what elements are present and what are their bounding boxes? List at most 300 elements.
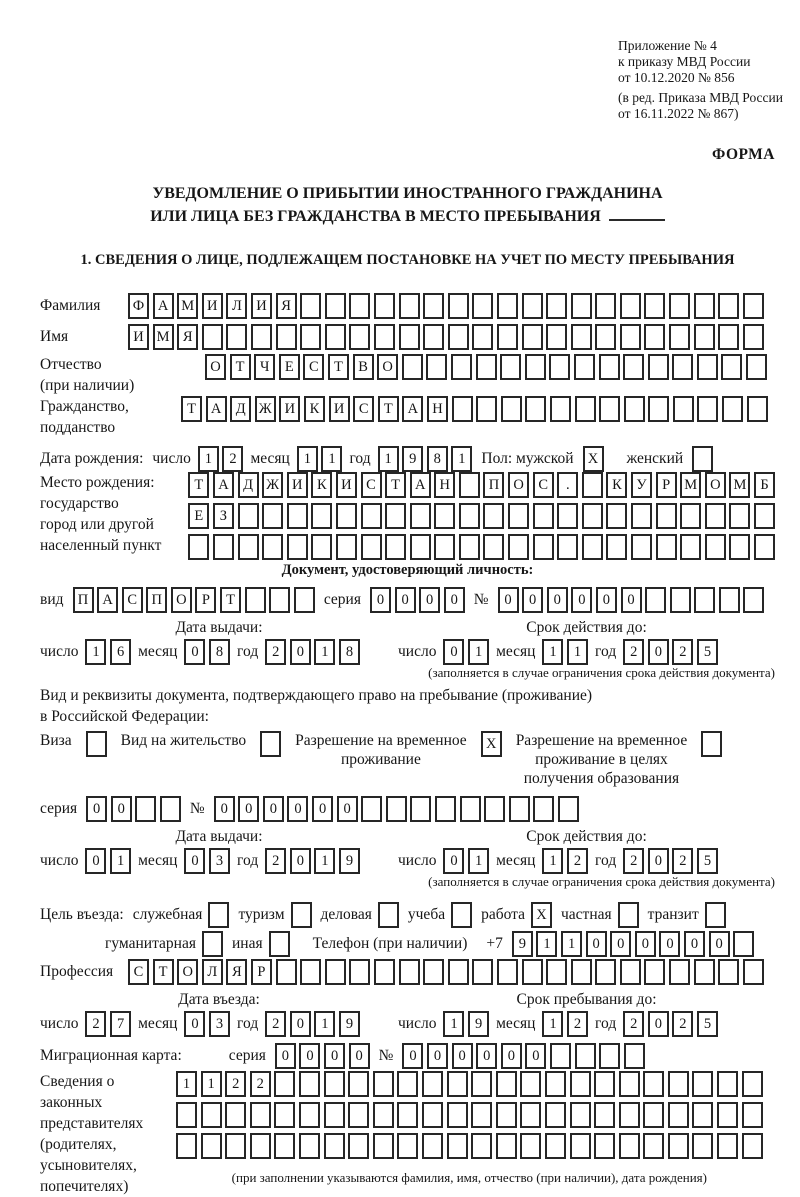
cell[interactable] xyxy=(397,1133,418,1159)
cell[interactable]: 0 xyxy=(290,639,311,665)
cell[interactable] xyxy=(325,293,346,319)
cell[interactable]: Ж xyxy=(262,472,283,498)
female-checkbox[interactable] xyxy=(692,446,713,472)
cell[interactable] xyxy=(680,503,701,529)
cell[interactable] xyxy=(423,293,444,319)
cell[interactable] xyxy=(299,1071,320,1097)
cell[interactable]: 2 xyxy=(567,1011,588,1037)
cell[interactable] xyxy=(694,959,715,985)
cell[interactable]: М xyxy=(153,324,174,350)
purpose-official-checkbox[interactable] xyxy=(208,902,229,928)
cell[interactable] xyxy=(742,1133,763,1159)
cell[interactable] xyxy=(349,293,370,319)
cell[interactable] xyxy=(669,959,690,985)
cell[interactable]: Р xyxy=(251,959,272,985)
cell[interactable] xyxy=(434,503,455,529)
cell[interactable]: 2 xyxy=(265,639,286,665)
cell[interactable] xyxy=(276,959,297,985)
cell[interactable] xyxy=(500,354,521,380)
cell[interactable] xyxy=(483,534,504,560)
cell[interactable]: 0 xyxy=(214,796,235,822)
cell[interactable]: Р xyxy=(195,587,216,613)
cell[interactable] xyxy=(623,354,644,380)
cell[interactable]: И xyxy=(329,396,350,422)
cell[interactable]: 0 xyxy=(444,587,465,613)
cell[interactable] xyxy=(582,472,603,498)
cell[interactable]: 0 xyxy=(610,931,631,957)
cell[interactable] xyxy=(620,959,641,985)
cell[interactable] xyxy=(501,396,522,422)
cell[interactable] xyxy=(471,1102,492,1128)
cell[interactable] xyxy=(520,1102,541,1128)
cell[interactable] xyxy=(620,324,641,350)
cell[interactable] xyxy=(575,1043,596,1069)
purpose-study-checkbox[interactable] xyxy=(451,902,472,928)
cell[interactable]: 0 xyxy=(596,587,617,613)
cell[interactable] xyxy=(361,503,382,529)
cell[interactable] xyxy=(348,1071,369,1097)
cell[interactable] xyxy=(620,293,641,319)
cell[interactable]: И xyxy=(128,324,149,350)
cell[interactable]: 9 xyxy=(339,1011,360,1037)
cell[interactable] xyxy=(747,396,768,422)
cell[interactable] xyxy=(250,1133,271,1159)
cell[interactable]: А xyxy=(213,472,234,498)
purpose-work-checkbox[interactable]: X xyxy=(531,902,552,928)
cell[interactable] xyxy=(743,293,764,319)
cell[interactable]: 0 xyxy=(522,587,543,613)
cell[interactable]: 1 xyxy=(542,848,563,874)
cell[interactable]: . xyxy=(557,472,578,498)
cell[interactable]: 1 xyxy=(561,931,582,957)
cell[interactable]: О xyxy=(705,472,726,498)
cell[interactable] xyxy=(300,324,321,350)
cell[interactable]: 7 xyxy=(110,1011,131,1037)
cell[interactable]: 2 xyxy=(672,848,693,874)
cell[interactable] xyxy=(311,503,332,529)
cell[interactable] xyxy=(575,396,596,422)
cell[interactable]: А xyxy=(206,396,227,422)
cell[interactable]: С xyxy=(533,472,554,498)
cell[interactable] xyxy=(448,959,469,985)
cell[interactable] xyxy=(447,1102,468,1128)
cell[interactable]: 0 xyxy=(184,639,205,665)
cell[interactable] xyxy=(522,324,543,350)
cell[interactable] xyxy=(644,959,665,985)
cell[interactable] xyxy=(299,1102,320,1128)
cell[interactable] xyxy=(476,354,497,380)
temp-residence-checkbox[interactable]: X xyxy=(481,731,502,757)
cell[interactable] xyxy=(447,1133,468,1159)
cell[interactable] xyxy=(718,324,739,350)
cell[interactable]: 0 xyxy=(395,587,416,613)
cell[interactable] xyxy=(349,959,370,985)
cell[interactable] xyxy=(135,796,156,822)
cell[interactable] xyxy=(374,324,395,350)
cell[interactable] xyxy=(472,959,493,985)
cell[interactable]: 0 xyxy=(290,1011,311,1037)
cell[interactable]: С xyxy=(353,396,374,422)
cell[interactable]: М xyxy=(729,472,750,498)
cell[interactable] xyxy=(176,1102,197,1128)
cell[interactable] xyxy=(595,959,616,985)
purpose-humanitarian-checkbox[interactable] xyxy=(202,931,223,957)
cell[interactable]: 5 xyxy=(697,1011,718,1037)
cell[interactable] xyxy=(743,324,764,350)
cell[interactable]: 0 xyxy=(290,848,311,874)
cell[interactable] xyxy=(648,354,669,380)
cell[interactable] xyxy=(497,293,518,319)
cell[interactable] xyxy=(448,293,469,319)
cell[interactable] xyxy=(426,354,447,380)
cell[interactable] xyxy=(672,354,693,380)
cell[interactable]: 0 xyxy=(337,796,358,822)
cell[interactable] xyxy=(361,796,382,822)
cell[interactable]: Д xyxy=(238,472,259,498)
cell[interactable] xyxy=(571,293,592,319)
cell[interactable]: П xyxy=(483,472,504,498)
cell[interactable]: 2 xyxy=(623,1011,644,1037)
cell[interactable]: 1 xyxy=(314,1011,335,1037)
cell[interactable] xyxy=(525,396,546,422)
cell[interactable] xyxy=(399,324,420,350)
cell[interactable] xyxy=(274,1071,295,1097)
cell[interactable] xyxy=(533,534,554,560)
cell[interactable]: Е xyxy=(279,354,300,380)
cell[interactable]: 1 xyxy=(542,639,563,665)
cell[interactable] xyxy=(250,1102,271,1128)
cell[interactable] xyxy=(619,1133,640,1159)
cell[interactable] xyxy=(374,293,395,319)
cell[interactable]: 0 xyxy=(324,1043,345,1069)
cell[interactable]: 0 xyxy=(299,1043,320,1069)
cell[interactable] xyxy=(226,324,247,350)
cell[interactable]: 3 xyxy=(209,1011,230,1037)
cell[interactable] xyxy=(348,1102,369,1128)
cell[interactable] xyxy=(311,534,332,560)
cell[interactable] xyxy=(673,396,694,422)
cell[interactable]: 0 xyxy=(648,848,669,874)
cell[interactable] xyxy=(692,1133,713,1159)
cell[interactable] xyxy=(471,1133,492,1159)
cell[interactable] xyxy=(484,796,505,822)
cell[interactable]: 5 xyxy=(697,848,718,874)
cell[interactable]: 8 xyxy=(427,446,448,472)
cell[interactable] xyxy=(571,324,592,350)
cell[interactable] xyxy=(619,1102,640,1128)
cell[interactable]: 1 xyxy=(198,446,219,472)
cell[interactable] xyxy=(729,534,750,560)
cell[interactable]: 1 xyxy=(85,639,106,665)
cell[interactable] xyxy=(570,1133,591,1159)
cell[interactable]: 1 xyxy=(443,1011,464,1037)
cell[interactable] xyxy=(570,1071,591,1097)
cell[interactable] xyxy=(697,354,718,380)
cell[interactable] xyxy=(496,1133,517,1159)
cell[interactable]: Т xyxy=(220,587,241,613)
cell[interactable]: А xyxy=(402,396,423,422)
cell[interactable] xyxy=(717,1133,738,1159)
cell[interactable] xyxy=(459,503,480,529)
cell[interactable] xyxy=(274,1102,295,1128)
cell[interactable]: 0 xyxy=(184,1011,205,1037)
cell[interactable] xyxy=(496,1071,517,1097)
cell[interactable]: 2 xyxy=(85,1011,106,1037)
cell[interactable]: 2 xyxy=(672,1011,693,1037)
cell[interactable]: К xyxy=(304,396,325,422)
cell[interactable]: 0 xyxy=(427,1043,448,1069)
cell[interactable] xyxy=(336,503,357,529)
cell[interactable]: А xyxy=(410,472,431,498)
cell[interactable]: 0 xyxy=(635,931,656,957)
cell[interactable] xyxy=(374,959,395,985)
cell[interactable] xyxy=(680,534,701,560)
cell[interactable]: О xyxy=(177,959,198,985)
cell[interactable] xyxy=(599,354,620,380)
cell[interactable]: 0 xyxy=(571,587,592,613)
male-checkbox[interactable]: X xyxy=(583,446,604,472)
cell[interactable] xyxy=(545,1133,566,1159)
cell[interactable] xyxy=(472,324,493,350)
cell[interactable] xyxy=(522,293,543,319)
cell[interactable] xyxy=(754,503,775,529)
cell[interactable] xyxy=(325,959,346,985)
cell[interactable]: 9 xyxy=(402,446,423,472)
cell[interactable]: 0 xyxy=(263,796,284,822)
cell[interactable] xyxy=(644,293,665,319)
cell[interactable] xyxy=(325,324,346,350)
cell[interactable] xyxy=(201,1102,222,1128)
cell[interactable]: О xyxy=(205,354,226,380)
cell[interactable] xyxy=(452,396,473,422)
cell[interactable] xyxy=(705,534,726,560)
cell[interactable]: 2 xyxy=(225,1071,246,1097)
cell[interactable] xyxy=(385,503,406,529)
cell[interactable]: 0 xyxy=(501,1043,522,1069)
cell[interactable]: 1 xyxy=(321,446,342,472)
cell[interactable] xyxy=(670,587,691,613)
cell[interactable] xyxy=(550,396,571,422)
cell[interactable]: Т xyxy=(188,472,209,498)
cell[interactable] xyxy=(743,587,764,613)
cell[interactable]: С xyxy=(122,587,143,613)
cell[interactable]: 0 xyxy=(370,587,391,613)
cell[interactable] xyxy=(594,1102,615,1128)
cell[interactable] xyxy=(434,534,455,560)
cell[interactable] xyxy=(668,1102,689,1128)
cell[interactable] xyxy=(373,1102,394,1128)
cell[interactable] xyxy=(692,1102,713,1128)
cell[interactable]: 1 xyxy=(314,639,335,665)
cell[interactable] xyxy=(422,1102,443,1128)
cell[interactable] xyxy=(423,959,444,985)
cell[interactable]: 0 xyxy=(111,796,132,822)
cell[interactable]: 9 xyxy=(339,848,360,874)
cell[interactable]: 0 xyxy=(419,587,440,613)
cell[interactable] xyxy=(300,293,321,319)
cell[interactable] xyxy=(624,396,645,422)
cell[interactable]: Т xyxy=(230,354,251,380)
cell[interactable]: 0 xyxy=(621,587,642,613)
cell[interactable] xyxy=(719,587,740,613)
cell[interactable] xyxy=(448,324,469,350)
cell[interactable]: Л xyxy=(202,959,223,985)
cell[interactable]: 2 xyxy=(222,446,243,472)
cell[interactable] xyxy=(549,354,570,380)
cell[interactable]: 1 xyxy=(176,1071,197,1097)
cell[interactable]: 0 xyxy=(86,796,107,822)
cell[interactable] xyxy=(459,472,480,498)
cell[interactable]: И xyxy=(202,293,223,319)
cell[interactable]: С xyxy=(128,959,149,985)
cell[interactable] xyxy=(373,1071,394,1097)
purpose-transit-checkbox[interactable] xyxy=(705,902,726,928)
cell[interactable] xyxy=(472,293,493,319)
cell[interactable]: 0 xyxy=(85,848,106,874)
cell[interactable]: Н xyxy=(434,472,455,498)
cell[interactable] xyxy=(643,1133,664,1159)
cell[interactable] xyxy=(410,503,431,529)
cell[interactable]: 0 xyxy=(287,796,308,822)
cell[interactable] xyxy=(546,324,567,350)
cell[interactable]: 1 xyxy=(536,931,557,957)
cell[interactable] xyxy=(274,1133,295,1159)
cell[interactable] xyxy=(717,1071,738,1097)
cell[interactable] xyxy=(574,354,595,380)
cell[interactable] xyxy=(742,1102,763,1128)
cell[interactable] xyxy=(276,324,297,350)
cell[interactable] xyxy=(509,796,530,822)
cell[interactable] xyxy=(694,324,715,350)
cell[interactable] xyxy=(525,354,546,380)
cell[interactable] xyxy=(422,1071,443,1097)
cell[interactable] xyxy=(160,796,181,822)
cell[interactable]: 0 xyxy=(547,587,568,613)
cell[interactable] xyxy=(545,1071,566,1097)
cell[interactable] xyxy=(648,396,669,422)
cell[interactable] xyxy=(520,1133,541,1159)
cell[interactable] xyxy=(373,1133,394,1159)
cell[interactable] xyxy=(410,534,431,560)
cell[interactable]: 1 xyxy=(468,848,489,874)
cell[interactable] xyxy=(361,534,382,560)
cell[interactable] xyxy=(202,324,223,350)
visa-checkbox[interactable] xyxy=(86,731,107,757)
purpose-business-checkbox[interactable] xyxy=(378,902,399,928)
cell[interactable] xyxy=(397,1071,418,1097)
cell[interactable] xyxy=(557,534,578,560)
cell[interactable]: 0 xyxy=(498,587,519,613)
cell[interactable]: З xyxy=(213,503,234,529)
cell[interactable]: К xyxy=(311,472,332,498)
cell[interactable] xyxy=(471,1071,492,1097)
cell[interactable] xyxy=(324,1133,345,1159)
cell[interactable] xyxy=(497,959,518,985)
cell[interactable] xyxy=(399,293,420,319)
cell[interactable] xyxy=(459,534,480,560)
cell[interactable] xyxy=(668,1071,689,1097)
cell[interactable]: Т xyxy=(328,354,349,380)
cell[interactable]: 1 xyxy=(201,1071,222,1097)
cell[interactable]: 1 xyxy=(567,639,588,665)
cell[interactable] xyxy=(692,1071,713,1097)
cell[interactable]: 0 xyxy=(586,931,607,957)
cell[interactable] xyxy=(606,503,627,529)
cell[interactable]: 1 xyxy=(542,1011,563,1037)
cell[interactable] xyxy=(533,503,554,529)
cell[interactable]: И xyxy=(279,396,300,422)
cell[interactable] xyxy=(262,503,283,529)
cell[interactable] xyxy=(176,1133,197,1159)
cell[interactable]: 0 xyxy=(349,1043,370,1069)
cell[interactable] xyxy=(423,324,444,350)
cell[interactable]: Т xyxy=(181,396,202,422)
residence-permit-checkbox[interactable] xyxy=(260,731,281,757)
cell[interactable]: 0 xyxy=(452,1043,473,1069)
cell[interactable] xyxy=(225,1102,246,1128)
cell[interactable]: 1 xyxy=(378,446,399,472)
cell[interactable] xyxy=(694,587,715,613)
cell[interactable] xyxy=(201,1133,222,1159)
cell[interactable] xyxy=(533,796,554,822)
cell[interactable] xyxy=(669,324,690,350)
cell[interactable] xyxy=(582,534,603,560)
cell[interactable]: 1 xyxy=(468,639,489,665)
cell[interactable] xyxy=(349,324,370,350)
cell[interactable] xyxy=(643,1071,664,1097)
cell[interactable] xyxy=(582,503,603,529)
cell[interactable] xyxy=(669,293,690,319)
cell[interactable]: 0 xyxy=(238,796,259,822)
cell[interactable] xyxy=(631,534,652,560)
cell[interactable]: Т xyxy=(153,959,174,985)
cell[interactable]: О xyxy=(171,587,192,613)
temp-residence-edu-checkbox[interactable] xyxy=(701,731,722,757)
cell[interactable] xyxy=(269,587,290,613)
cell[interactable]: А xyxy=(153,293,174,319)
cell[interactable] xyxy=(729,503,750,529)
cell[interactable]: 0 xyxy=(709,931,730,957)
cell[interactable]: И xyxy=(336,472,357,498)
cell[interactable] xyxy=(324,1071,345,1097)
cell[interactable] xyxy=(571,959,592,985)
cell[interactable] xyxy=(348,1133,369,1159)
cell[interactable]: 2 xyxy=(265,848,286,874)
cell[interactable] xyxy=(594,1133,615,1159)
cell[interactable] xyxy=(287,503,308,529)
cell[interactable]: Т xyxy=(378,396,399,422)
cell[interactable] xyxy=(721,354,742,380)
cell[interactable]: 1 xyxy=(297,446,318,472)
cell[interactable] xyxy=(546,959,567,985)
cell[interactable] xyxy=(245,587,266,613)
cell[interactable] xyxy=(643,1102,664,1128)
cell[interactable] xyxy=(460,796,481,822)
cell[interactable] xyxy=(508,503,529,529)
cell[interactable] xyxy=(213,534,234,560)
cell[interactable]: 0 xyxy=(648,1011,669,1037)
cell[interactable] xyxy=(497,324,518,350)
cell[interactable] xyxy=(594,1071,615,1097)
cell[interactable]: 6 xyxy=(110,639,131,665)
cell[interactable]: Ж xyxy=(255,396,276,422)
cell[interactable]: Р xyxy=(656,472,677,498)
cell[interactable]: 1 xyxy=(110,848,131,874)
cell[interactable] xyxy=(668,1133,689,1159)
cell[interactable] xyxy=(754,534,775,560)
cell[interactable]: 1 xyxy=(451,446,472,472)
cell[interactable]: 0 xyxy=(684,931,705,957)
